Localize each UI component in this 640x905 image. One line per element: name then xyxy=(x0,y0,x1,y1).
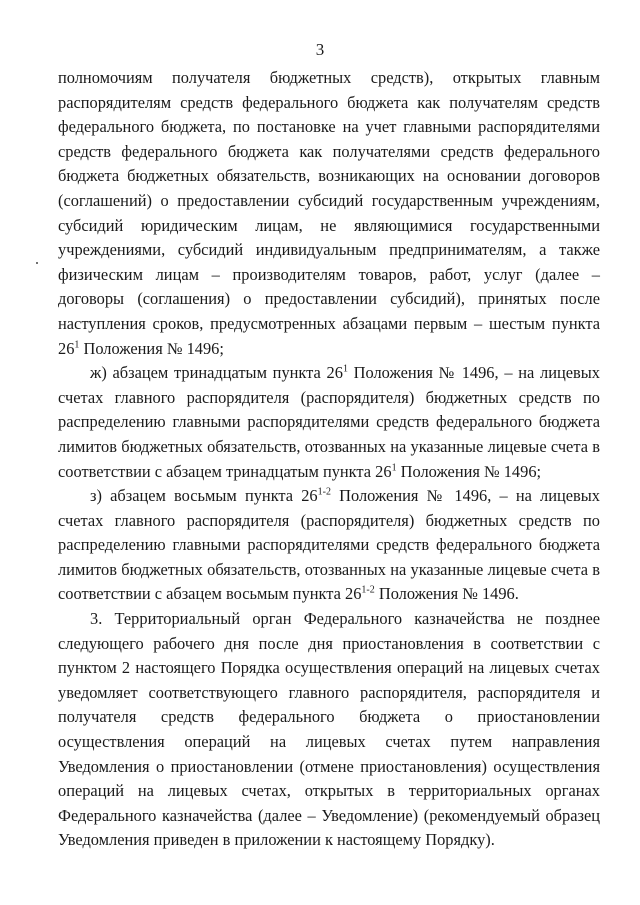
paragraph-text: Положения № 1496, – на лицевых счетах главного распорядителя (распорядителя) бюджетных средств по распределению главными распорядителями средств федерального бюджета лимитов бюджетных обязательств, отозванных на указанные лицевые счета в соответствии с абзацем тринадцатым пункта 26 xyxy=(58,363,600,481)
page-number: 3 xyxy=(315,40,325,59)
superscript: 1-2 xyxy=(317,486,331,498)
paragraph-text: з) абзацем восьмым пункта 26 xyxy=(90,486,318,506)
paragraph-zh xyxy=(58,361,600,484)
paragraph-text: Положения № 1496. xyxy=(374,584,519,604)
superscript: 1 xyxy=(74,339,80,351)
paragraph-text: Положения № 1496; xyxy=(396,461,542,481)
paragraph-continuation xyxy=(58,66,600,361)
document-body xyxy=(58,66,600,853)
margin-dot xyxy=(36,262,38,264)
superscript: 1-2 xyxy=(361,585,375,596)
paragraph-text: полномочиям получателя бюджетных средств), открытых главным распорядителям средств федерального бюджета как получателям средств федерального бюджета, по постановке на учет главными распорядителями средств федерального бюджета как получателями средств федерального бюджета бюджетных обязательств, возникающих на основании договоров (соглашений) о предоставлении субсидий государственным учреждениям, субсидий юридическим лицам, не являющимися государственными учреждениями, субсидий индивидуальным предпринимателям, а также физическим лицам – производителям товаров, работ, услуг (далее – договоры (соглашения) о предоставлении субсидий), принятых после наступления сроков, предусмотренных абзацами первым – шестым пункта 26 xyxy=(58,68,600,358)
paragraph-z xyxy=(58,484,600,607)
superscript: 1 xyxy=(342,363,348,375)
paragraph-text: ж) абзацем тринадцатым пункта 26 xyxy=(90,363,343,383)
paragraph-text: Положения № 1496; xyxy=(79,338,224,358)
paragraph-3: 3. Территориальный орган Федерального казначейства не позднее следующего рабочего дня после дня приостановления в соответствии с пунктом 2 настоящего Порядка осуществления операций на лицевых счетах уведомляет соответствующего главного распорядителя, распорядителя и получателя средств федерального бюджета о приостановлении осуществления операций на лицевых счетах путем направления Уведомления о приостановлении (отмене приостановления) осуществления операций на лицевых счетах, открытых в территориальных органах Федерального казначейства (далее – Уведомление) (рекомендуемый образец Уведомления приведен в приложении к настоящему Порядку). xyxy=(58,609,600,850)
superscript: 1 xyxy=(391,462,397,474)
paragraph-text: Положения № 1496, – на лицевых счетах главного распорядителя (распорядителя) бюджетных средств по распределению главными распорядителями средств федерального бюджета лимитов бюджетных обязательств, отозванных на указанные лицевые счета в соответствии с абзацем восьмым пункта 26 xyxy=(58,486,600,604)
